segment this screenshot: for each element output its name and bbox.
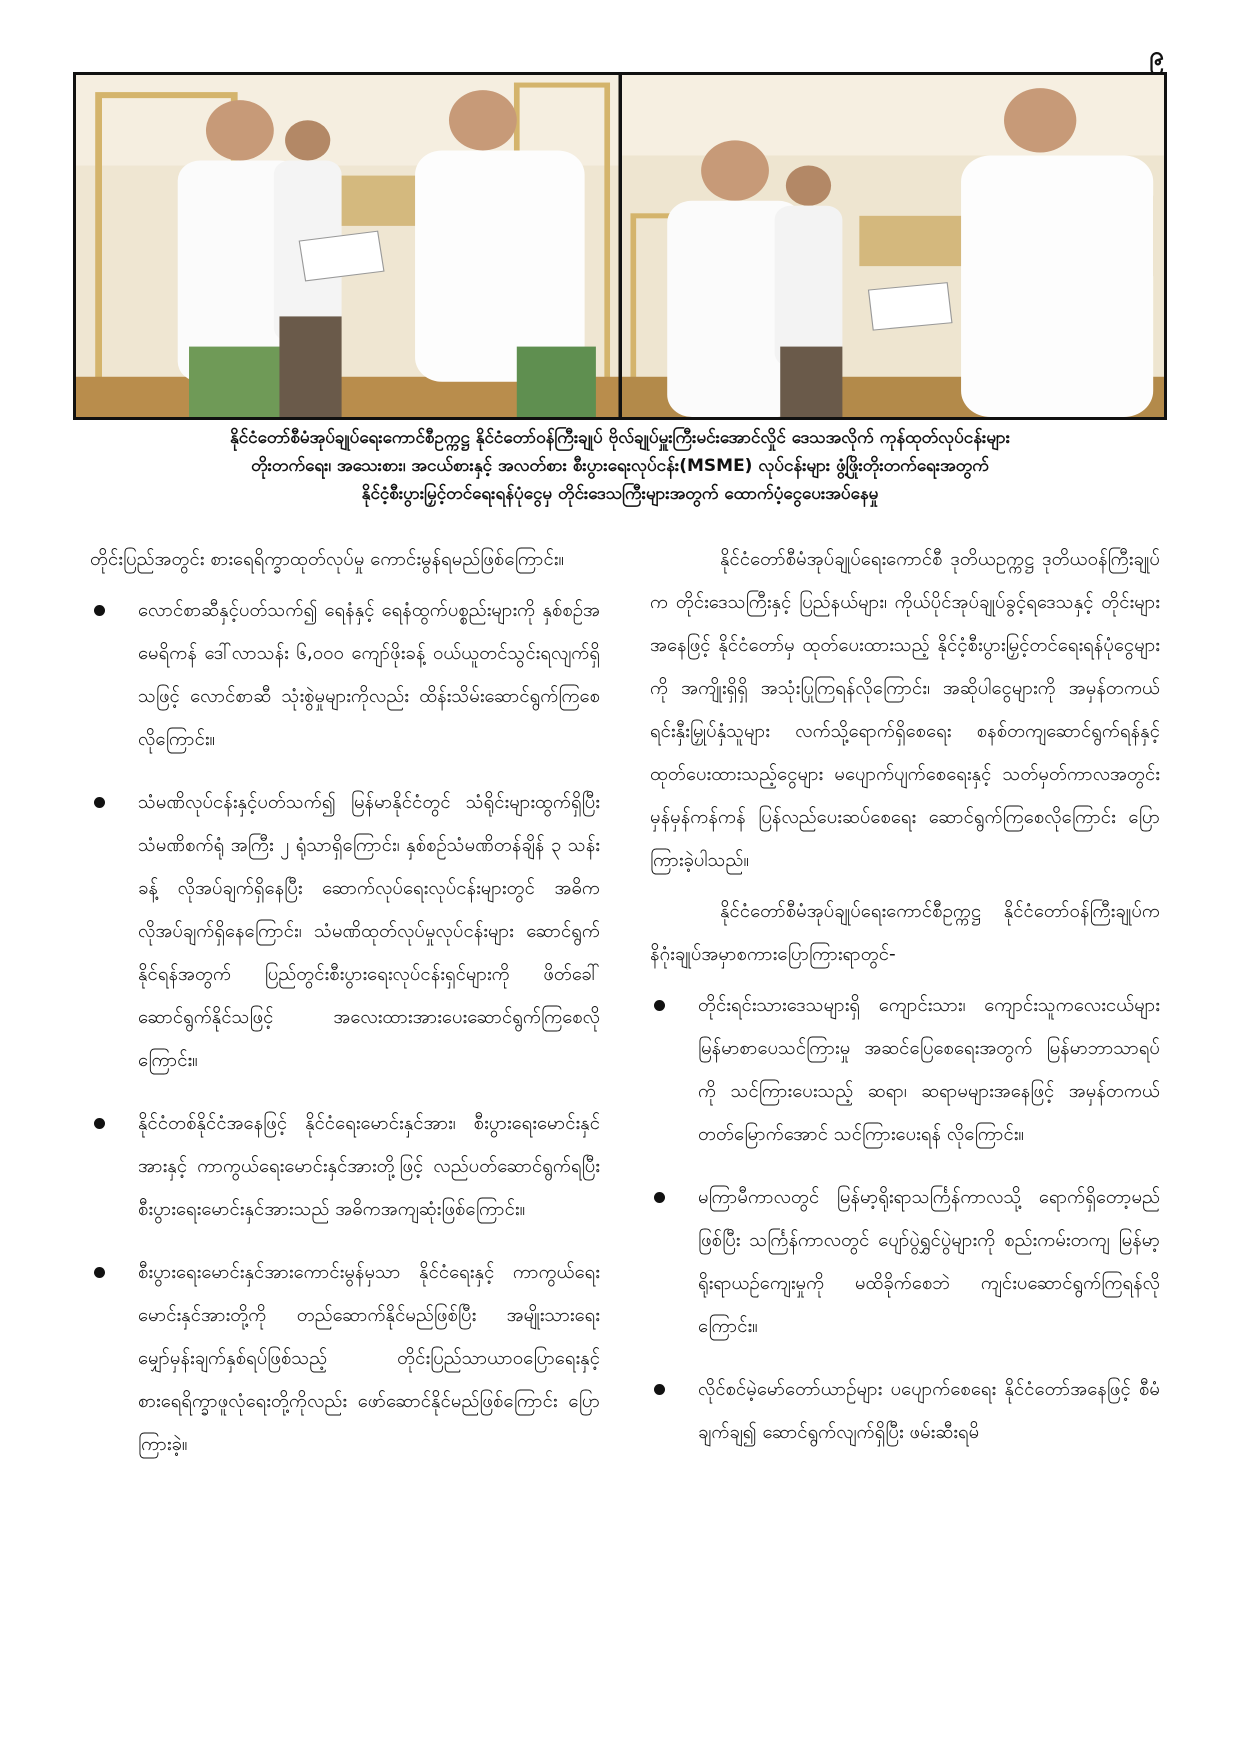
bullet-item: သံမဏိလုပ်ငန်းနှင့်ပတ်သက်၍ မြန်မာနိုင်ငံတွင် သံရိုင်းများထွက်ရှိပြီး သံမဏိစက်ရုံ အကြီး ၂ ရုံသာရှိကြောင်း၊ နှစ်စဉ်သံမဏိတန်ချိန် ၃ သန်းခန့် လိုအပ်ချက်ရှိနေပြီး ဆောက်လုပ်ရေးလုပ်ငန်းများတွင် အဓိကလိုအပ်ချက်ရှိနေကြောင်း၊ သံမဏိထုတ်လုပ်မှုလုပ်ငန်းများ ဆောင်ရွက်နိုင်ရန်အတွက် ပြည်တွင်းစီးပွားရေးလုပ်ငန်းရှင်များကို ဖိတ်ခေါ်ဆောင်ရွက်နိုင်သဖြင့် အလေးထားအားပေးဆောင်ရွက်ကြစေလိုကြောင်း။ [90, 781, 600, 1082]
bullet-list [90, 589, 600, 1466]
handover-photo-left [76, 75, 619, 417]
bullet-item: မကြာမီကာလတွင် မြန်မာ့ရိုးရာသင်္ကြန်ကာလသို့ ရောက်ရှိတော့မည်ဖြစ်ပြီး သင်္ကြန်ကာလတွင် ပျော်ပွဲရွှင်ပွဲများကို စည်းကမ်းတကျ မြန်မာ့ရိုးရာယဉ်ကျေးမှုကို မထိခိုက်စေဘဲ ကျင်းပဆောင်ရွက်ကြရန်လိုကြောင်း။ [650, 1176, 1160, 1348]
caption-line: တိုးတက်ရေး၊ အသေးစား၊ အငယ်စားနှင့် အလတ်စား စီးပွားရေးလုပ်ငန်း(MSME) လုပ်ငန်းများ ဖွံ့ဖြိုးတိုးတက်ရေးအတွက် [251, 456, 989, 476]
handover-photo-right [622, 75, 1165, 417]
bullet-list [650, 984, 1160, 1454]
paragraph: နိုင်ငံတော်စီမံအုပ်ချုပ်ရေးကောင်စီ ဒုတိယဥက္ကဋ္ဌ ဒုတိယဝန်ကြီးချုပ်က တိုင်းဒေသကြီးနှင့် ပြည်နယ်များ၊ ကိုယ်ပိုင်အုပ်ချုပ်ခွင့်ရဒေသနှင့် တိုင်းများအနေဖြင့် နိုင်ငံတော်မှ ထုတ်ပေးထားသည့် နိုင်ငံ့စီးပွားမြှင့်တင်ရေးရန်ပုံငွေများကို အကျိုးရှိရှိ အသုံးပြုကြရန်လိုကြောင်း၊ အဆိုပါငွေများကို အမှန်တကယ်ရင်းနှီးမြှုပ်နှံသူများ လက်သို့ရောက်ရှိစေရေး စနစ်တကျဆောင်ရွက်ရန်နှင့် ထုတ်ပေးထားသည့်ငွေများ မပျောက်ပျက်စေရေးနှင့် သတ်မှတ်ကာလအတွင်း မှန်မှန်ကန်ကန် ပြန်လည်ပေးဆပ်စေရေး ဆောင်ရွက်ကြစေလိုကြောင်း ပြောကြားခဲ့ပါသည်။ [650, 549, 1160, 871]
photo-strip [73, 72, 1167, 420]
bullet-item: လိုင်စင်မဲ့မော်တော်ယာဉ်များ ပပျောက်စေရေး နိုင်ငံတော်အနေဖြင့် စီမံချက်ချ၍ ဆောင်ရွက်လျက်ရှိပြီး ဖမ်းဆီးရမိ [650, 1368, 1160, 1454]
bullet-item: နိုင်ငံတစ်နိုင်ငံအနေဖြင့် နိုင်ငံရေးမောင်းနှင်အား၊ စီးပွားရေးမောင်းနှင်အားနှင့် ကာကွယ်ရေးမောင်းနှင်အားတို့ဖြင့် လည်ပတ်ဆောင်ရွက်ရပြီး စီးပွားရေးမောင်းနှင်အားသည် အဓိကအကျဆုံးဖြစ်ကြောင်း။ [90, 1102, 600, 1231]
photo-illustration [622, 75, 1165, 417]
page-number: ၉ [1149, 41, 1164, 71]
paragraph: တိုင်းပြည်အတွင်း စားရေရိက္ခာထုတ်လုပ်မှု ကောင်းမွန်ရမည်ဖြစ်ကြောင်း။ [90, 549, 565, 570]
paragraph: နိုင်ငံတော်စီမံအုပ်ချုပ်ရေးကောင်စီဥက္ကဋ္ဌ နိုင်ငံတော်ဝန်ကြီးချုပ်က နိဂုံးချုပ်အမှာစကားပြောကြားရာတွင်- [650, 901, 1160, 965]
bullet-item: စီးပွားရေးမောင်းနှင်အားကောင်းမွန်မှသာ နိုင်ငံရေးနှင့် ကာကွယ်ရေး မောင်းနှင်အားတို့ကို တည်ဆောက်နိုင်မည်ဖြစ်ပြီး အမျိုးသားရေး မျှော်မှန်းချက်နှစ်ရပ်ဖြစ်သည့် တိုင်းပြည်သာယာဝပြောရေးနှင့် စားရေရိက္ခာဖူလုံရေးတို့ကိုလည်း ဖော်ဆောင်နိုင်မည်ဖြစ်ကြောင်း ပြောကြားခဲ့။ [90, 1251, 600, 1466]
bullet-item: လောင်စာဆီနှင့်ပတ်သက်၍ ရေနံနှင့် ရေနံထွက်ပစ္စည်းများကို နှစ်စဉ်အမေရိကန် ဒေါ်လာသန်း ၆,၀၀၀ ကျော်ဖိုးခန့် ဝယ်ယူတင်သွင်းရလျက်ရှိသဖြင့် လောင်စာဆီ သုံးစွဲမှုများကိုလည်း ထိန်းသိမ်းဆောင်ရွက်ကြစေလိုကြောင်း။ [90, 589, 600, 761]
left-column [90, 538, 600, 1486]
photo-illustration [76, 75, 619, 417]
right-column [650, 538, 1160, 1486]
photo-caption [73, 424, 1167, 508]
caption-line: နိုင်ငံ့စီးပွားမြှင့်တင်ရေးရန်ပုံငွေမှ တိုင်းဒေသကြီးများအတွက် ထောက်ပံ့ငွေပေးအပ်နေမှု [361, 484, 879, 504]
article-body [90, 538, 1160, 1486]
caption-line: နိုင်ငံတော်စီမံအုပ်ချုပ်ရေးကောင်စီဥက္ကဋ္ဌ နိုင်ငံတော်ဝန်ကြီးချုပ် ဗိုလ်ချုပ်မှူးကြီးမင်းအောင်လှိုင် ဒေသအလိုက် ကုန်ထုတ်လုပ်ငန်းများ [229, 428, 1011, 448]
bullet-item: တိုင်းရင်းသားဒေသများရှိ ကျောင်းသား၊ ကျောင်းသူကလေးငယ်များ မြန်မာစာပေသင်ကြားမှု အဆင်ပြေစေရေးအတွက် မြန်မာဘာသာရပ်ကို သင်ကြားပေးသည့် ဆရာ၊ ဆရာမများအနေဖြင့် အမှန်တကယ် တတ်မြောက်အောင် သင်ကြားပေးရန် လိုကြောင်း။ [650, 984, 1160, 1156]
